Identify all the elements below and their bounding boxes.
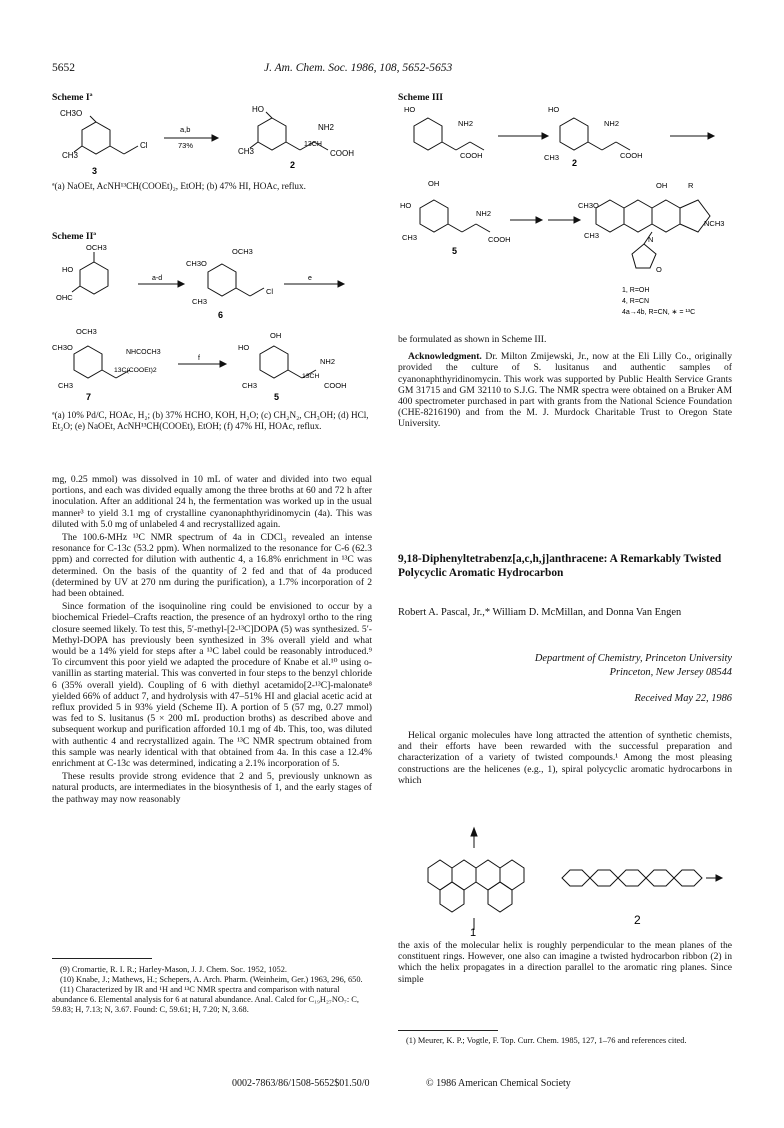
s1-cl: Cl [140, 141, 148, 150]
s1-arrow-top: a,b [180, 125, 191, 134]
scheme-2-structures [52, 242, 370, 402]
s3-ch3: CH3 [544, 153, 560, 162]
s2-ohc: OHC [56, 293, 73, 302]
scheme-1-structures [52, 104, 370, 178]
compound-6-label: 6 [218, 310, 224, 320]
s3-legend-2: 4, R=CN [622, 298, 650, 305]
s2-f: f [198, 355, 200, 362]
s3-oh-b: OH [656, 181, 668, 190]
s2-och3b: OCH3 [232, 247, 253, 256]
formulated-text: be formulated as shown in Scheme III. [398, 334, 547, 345]
article-title: 9,18-Diphenyltetrabenz[a,c,h,j]anthracene: A Remarkably Twisted Polycyclic Aromatic Hydrocarbon [398, 553, 722, 579]
s2-13ch: 13CH [302, 373, 320, 380]
s3-r: R [688, 181, 694, 190]
s3-ch3-c: CH3 [584, 231, 600, 240]
s3-cooh-c: COOH [488, 235, 511, 244]
affiliation-line-2: Princeton, New Jersey 08544 [609, 667, 732, 678]
s3-ch3o: CH3O [578, 201, 599, 210]
s1-nh2: NH2 [318, 123, 335, 132]
s2-ch3o: CH3O [186, 259, 207, 268]
affiliation-line-1: Department of Chemistry, Princeton University [534, 653, 732, 664]
s3-legend-1: 1, R=OH [622, 287, 650, 294]
ack-text: Dr. Milton Zmijewski, Jr., now at the Eli Lilly Co., originally provided the culture of S. lusitanus and authentic samples of cyanonaphthyridinomycin. This work was supported by Public Health Service Grants GM 31715 and GM 32110 to S.J.G. The NMR spectra were obtained on a Bruker AM 400 spectrometer purchased in part with grants from the National Science Foundation (CHE-8216190) and from the M. J. Murdock Charitable Trust to Oregon State University. [398, 351, 732, 430]
left-paragraph-3: Since formation of the isoquinoline ring could be envisioned to occur by a biochemical Friedel–Crafts reaction, the presence of an hydroxyl ortho to the ring closure seemed likely. To test this, 5′-methyl-[2-¹³C]DOPA (5) was synthesized. 5′-Methyl-DOPA has previously been synthesized in 3% overall yield and what would be a 14% yield for steps after a ¹³C label could be reasonably introduced.⁹ To circumvent this poor yield we adapted the procedure of Knabe et al.¹⁰ using o-vanillin as starting material. This was converted in four steps to the benzyl chloride 6 (35% overall yield). Coupling of 6 with diethyl acetamido[2-¹³C]-malonate⁸ yielded 66% of adduct 7, and hydrolysis with 47–51% HI and glacial acetic acid at reflux provided 5 in 93% yield (Scheme II). A portion of 5 (57 mg, 0.27 mmol) was fed to S. lusitanus (5 × 200 mL production broths) as described above and subsequent workup and purification afforded 10.1 mg of 4b. This, too, was diluted with authentic 4 and recrystallized again. The ¹³C NMR spectrum obtained from this sample was nearly identical with that obtained from 4a. In this case a 12.4% enrichment at C-13c was determined, indicating a 2.1% incorporation of 5. [52, 601, 372, 770]
scheme-3-title: Scheme III [398, 92, 444, 103]
s2-e: e [308, 275, 312, 282]
s3-compound-5-label: 5 [452, 246, 458, 256]
s2-nhcoch3: NHCOCH3 [126, 349, 161, 356]
s2-a-d: a-d [152, 275, 163, 282]
s1-ho: HO [252, 105, 264, 114]
ribbon-label-2: 2 [634, 913, 641, 927]
s2-cooh: COOH [324, 381, 347, 390]
s3-legend-3: 4a→4b, R=CN, ∗ = ¹³C [622, 309, 696, 316]
footnote-11: (11) Characterized by IR and ¹H and ¹³C NMR spectra and comparison with natural abundance 6. Elemental analysis for 6 at natural abundance. Anal. Calcd for C₁₉H₂₇NO₇: C, 59.83; H, 7.13; N, 3.67. Found: C, 59.61; H, 7.20; N, 3.68. [52, 985, 359, 1014]
s2-ch3-b: CH3 [58, 381, 74, 390]
left-paragraph-4: These results provide strong evidence that 2 and 5, previously unknown as natural products, are intermediates in the biosynthesis of 1, and the early stages of the pathway may now reasonably [52, 771, 372, 805]
s3-n: N [648, 235, 654, 244]
article-authors: Robert A. Pascal, Jr.,* William D. McMillan, and Donna Van Engen [398, 607, 682, 618]
s2-ch3-c: CH3 [242, 381, 258, 390]
s3-oh: OH [428, 179, 440, 188]
footer-code: 0002-7863/86/1508-5652$01.50/0 [232, 1078, 370, 1089]
acknowledgment [398, 351, 732, 429]
s2-cl: Cl [266, 287, 274, 296]
s3-nch3: NCH3 [704, 219, 725, 228]
s1-ch3o: CH3O [60, 109, 83, 118]
footer-copyright: © 1986 American Chemical Society [426, 1078, 571, 1089]
compound-5-label: 5 [274, 392, 280, 402]
s3-o: O [656, 265, 662, 274]
scheme-1-caption: ª(a) NaOEt, AcNH¹³CH(COOEt)₂, EtOH; (b) 47% HI, HOAc, reflux. [52, 181, 306, 191]
scheme-2-title: Scheme IIª [52, 231, 97, 242]
left-paragraph-2: The 100.6-MHz ¹³C NMR spectrum of 4a in CDCl₃ revealed an intense resonance for C-13c (53.2 ppm). When normalized to the resonance for C-6 (62.3 ppm) and corrected for dilution with authentic 4, a 16.8% enrichment in ¹³C was determined. On the basis of the quantity of 2 fed and that of 4a produced (determined by UV at 270 nm during the purification), a 1.7% incorporation of 2 had been obtained. [52, 532, 372, 600]
scheme-3-structures [398, 104, 734, 324]
s2-ch3o-b: CH3O [52, 343, 73, 352]
s1-ch3: CH3 [62, 151, 79, 160]
article-paragraph-1-text: Helical organic molecules have long attracted the attention of synthetic chemists, and their efforts have been rewarded with the successful preparation and characterization of a variety of twisted compounds.¹ Among the most pleasing constructions are the helicenes (e.g., 1), spiral polycyclic aromatic hydrocarbons in which [398, 730, 732, 786]
helicene-label-1: 1 [470, 927, 477, 938]
s3-cooh: COOH [460, 151, 483, 160]
right-footnote [398, 1036, 732, 1046]
s3-ho-b: HO [548, 105, 560, 114]
footnote-1: (1) Meurer, K. P.; Vogtle, F. Top. Curr. Chem. 1985, 127, 1–76 and references cited. [406, 1036, 687, 1045]
received-date: Received May 22, 1986 [634, 693, 732, 704]
right-top-text [398, 334, 732, 432]
article-para-2 [398, 940, 732, 987]
s3-compound-2-label: 2 [572, 158, 578, 168]
s2-nh2: NH2 [320, 357, 336, 366]
s1-ch3b: CH3 [238, 147, 255, 156]
footnote-rule-left [52, 958, 152, 959]
s2-och3: OCH3 [86, 243, 107, 252]
running-header: J. Am. Chem. Soc. 1986, 108, 5652-5653 [264, 62, 453, 74]
s3-nh2: NH2 [458, 119, 474, 128]
s3-ch3-b: CH3 [402, 233, 418, 242]
s3-ho-c: HO [400, 201, 412, 210]
s2-13ccooet: 13C(COOEt)2 [114, 367, 157, 374]
page-number: 5652 [52, 62, 75, 74]
compound-3-label: 3 [92, 166, 98, 176]
footnote-rule-right [398, 1030, 498, 1031]
s2-ch3: CH3 [192, 297, 208, 306]
s2-ho: HO [62, 265, 74, 274]
left-footnotes [52, 965, 372, 1015]
s3-cooh-b: COOH [620, 151, 643, 160]
footnote-9: (9) Cromartie, R. I. R.; Harley-Mason, J. J. Chem. Soc. 1952, 1052. [60, 965, 288, 974]
helicene-figure [398, 820, 734, 938]
s2-ho-b: HO [238, 343, 250, 352]
s2-och3c: OCH3 [76, 327, 97, 336]
compound-7-label: 7 [86, 392, 92, 402]
footnote-10: (10) Knabe, J.; Mathews, H.; Schepers, A. Arch. Pharm. (Weinheim, Ger.) 1963, 296, 650. [60, 975, 363, 984]
s3-ho: HO [404, 105, 416, 114]
left-paragraph-1: mg, 0.25 mmol) was dissolved in 10 mL of water and divided into two equal portions, and each was divided equally among the three broths at 60 and 72 h after inoculation. After an additional 24 h, the fermentation was worked up in the usual manner³ to yield 3.1 mg of crystalline cyanonaphthyridinomycin (4a). This was diluted with 5.0 mg of unlabeled 4 and recrystallized again. [52, 474, 372, 530]
s1-cooh: COOH [330, 149, 354, 158]
s3-nh2-c: NH2 [476, 209, 492, 218]
article-paragraph-2-text: the axis of the molecular helix is roughly perpendicular to the mean planes of the constituent rings. However, one also can imagine a twisted hydrocarbon ribbon (2) in which the helix propagates in a direction parallel to the aromatic ring planes. Since simple [398, 940, 732, 985]
article-para-1 [398, 730, 732, 788]
ack-heading: Acknowledgment. [408, 351, 482, 363]
s1-arrow-bottom: 73% [178, 141, 194, 150]
scheme-1-title: Scheme Iª [52, 92, 93, 103]
s2-oh: OH [270, 331, 282, 340]
compound-2-label: 2 [290, 160, 296, 170]
s1-13ch: 13CH [304, 141, 322, 148]
left-body-text [52, 474, 372, 807]
scheme-2-caption: ª(a) 10% Pd/C, HOAc, H₂; (b) 37% HCHO, KOH, H₂O; (c) CH₂N₂, CH₃OH; (d) HCl, Et₂O; (e) NaOEt, AcNH¹³CH(COOEt), EtOH; (f) 47% HI, HOAc, reflux. [52, 410, 369, 431]
s3-nh2-b: NH2 [604, 119, 620, 128]
